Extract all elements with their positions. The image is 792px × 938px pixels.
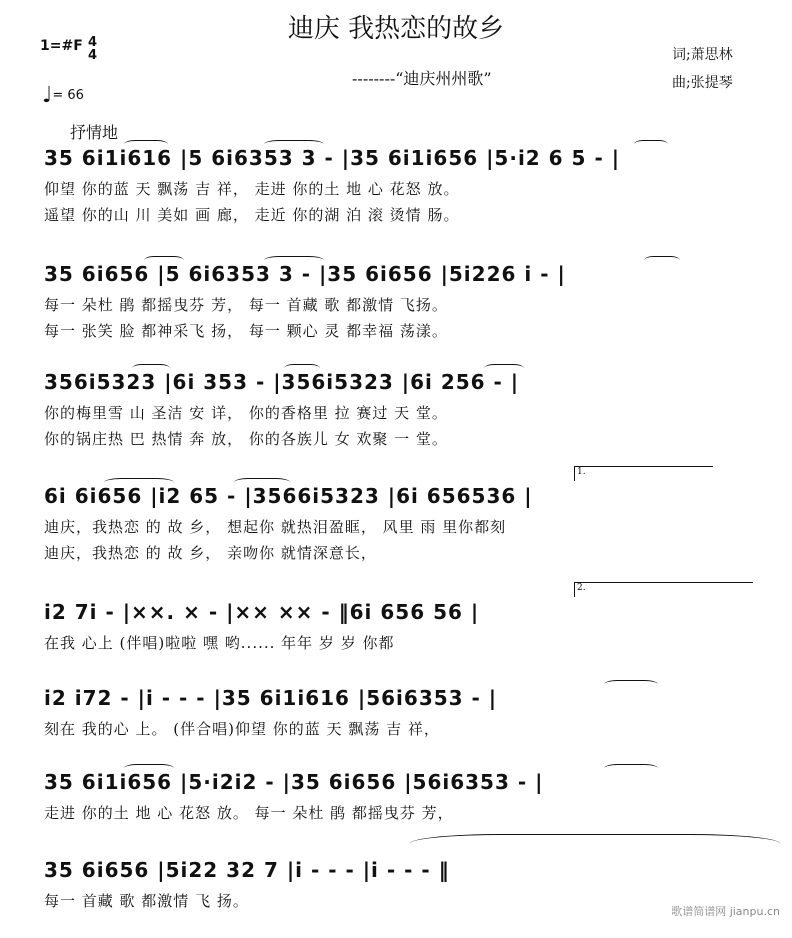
slur <box>634 140 668 149</box>
slur <box>124 140 168 149</box>
lyric-verse-2: 遥望 你的山 川 美如 画 廊， 走近 你的湖 泊 滚 烫情 肠。 <box>44 206 460 224</box>
notation-line: 35 6i656 |5i22 32 7 |i - - - |i - - - ‖ <box>44 858 450 882</box>
score-row <box>44 686 754 766</box>
lyric-verse-1: 仰望 你的蓝 天 飘荡 吉 祥， 走进 你的土 地 心 花怒 放。 <box>44 180 460 198</box>
notation-line: 6i 6i656 |i2 65 - |3566i5323 |6i 656536 | <box>44 484 533 508</box>
lyric-verse-1: 每一 朵杜 鹃 都摇曳芬 芳， 每一 首藏 歌 都激情 飞扬。 <box>44 296 448 314</box>
tempo-marking <box>42 80 84 108</box>
meter-bottom: 4 <box>88 48 98 63</box>
lyric-verse-2: 迪庆，我热恋 的 故 乡， 亲吻你 就情深意长， <box>44 544 377 562</box>
slur <box>484 364 524 373</box>
subtitle: --------“迪庆州州歌” <box>352 69 492 88</box>
expression-mark: 抒情地 <box>70 123 119 142</box>
lyric-line: 刻在 我的心 上。 (伴合唱)仰望 你的蓝 天 飘荡 吉 祥， <box>44 720 440 738</box>
slur <box>264 256 324 265</box>
score-row <box>44 467 754 564</box>
slur <box>234 478 290 487</box>
notation-line: 356i5323 |6i 353 - |356i5323 |6i 256 - | <box>44 370 520 394</box>
song-title: 迪庆 我热恋的故乡 <box>287 14 505 44</box>
lyric-verse-2: 每一 张笑 脸 都神采飞 扬， 每一 颗心 灵 都幸福 荡漾。 <box>44 322 448 340</box>
lyric-line: 每一 首藏 歌 都激情 飞 扬。 <box>44 892 249 910</box>
lyric-line: 在我 心上 (伴唱)啦啦 嘿 哟...... 年年 岁 岁 你都 <box>44 634 395 652</box>
notation-line: 35 6i1i656 |5·i2i2 - |35 6i656 |56i6353 - | <box>44 770 544 794</box>
slur <box>644 256 680 265</box>
notation-line: i2 i72 - |i - - - |35 6i1i616 |56i6353 - | <box>44 686 498 710</box>
lyric-verse-1: 你的梅里雪 山 圣洁 安 详， 你的香格里 拉 赛过 天 堂。 <box>44 404 448 422</box>
slur <box>144 256 184 265</box>
notation-line: i2 7i - |××. × - |×× ×× - ‖6i 656 56 | <box>44 600 480 624</box>
tempo-value: = 66 <box>52 88 84 103</box>
slur <box>604 680 658 689</box>
score-row <box>44 146 754 226</box>
volta-bracket-2: 2. <box>574 582 753 597</box>
score-row <box>44 583 754 680</box>
score-row <box>44 262 754 342</box>
notation-line: 35 6i656 |5 6i6353 3 - |35 6i656 |5i226 i - | <box>44 262 566 286</box>
quarter-note-icon: ♩ <box>42 83 53 108</box>
score-row <box>44 370 754 450</box>
tie <box>410 834 780 853</box>
lyric-verse-1: 迪庆，我热恋 的 故 乡， 想起你 就热泪盈眶， 风里 雨 里你都刻 <box>44 518 507 536</box>
slur <box>124 764 174 773</box>
volta-bracket-1: 1. <box>574 466 713 481</box>
watermark: 歌谱简谱网 jianpu.cn <box>671 905 780 918</box>
slur <box>104 478 174 487</box>
notation-line: 35 6i1i616 |5 6i6353 3 - |35 6i1i656 |5·i2 6 5 - | <box>44 146 621 170</box>
slur <box>284 364 320 373</box>
time-signature <box>88 36 97 62</box>
key-signature: 1=#F <box>40 38 83 54</box>
lyricist: 词;萧思林 <box>672 47 733 63</box>
composer: 曲;张提琴 <box>672 75 733 91</box>
lyric-verse-2: 你的锅庄热 巴 热情 奔 放， 你的各族儿 女 欢聚 一 堂。 <box>44 430 448 448</box>
score-row <box>44 858 754 938</box>
slur <box>132 364 170 373</box>
meter-top: 4 <box>88 35 98 50</box>
lyric-line: 走进 你的土 地 心 花怒 放。 每一 朵杜 鹃 都摇曳芬 芳， <box>44 804 454 822</box>
slur <box>264 140 324 149</box>
slur <box>604 764 658 773</box>
